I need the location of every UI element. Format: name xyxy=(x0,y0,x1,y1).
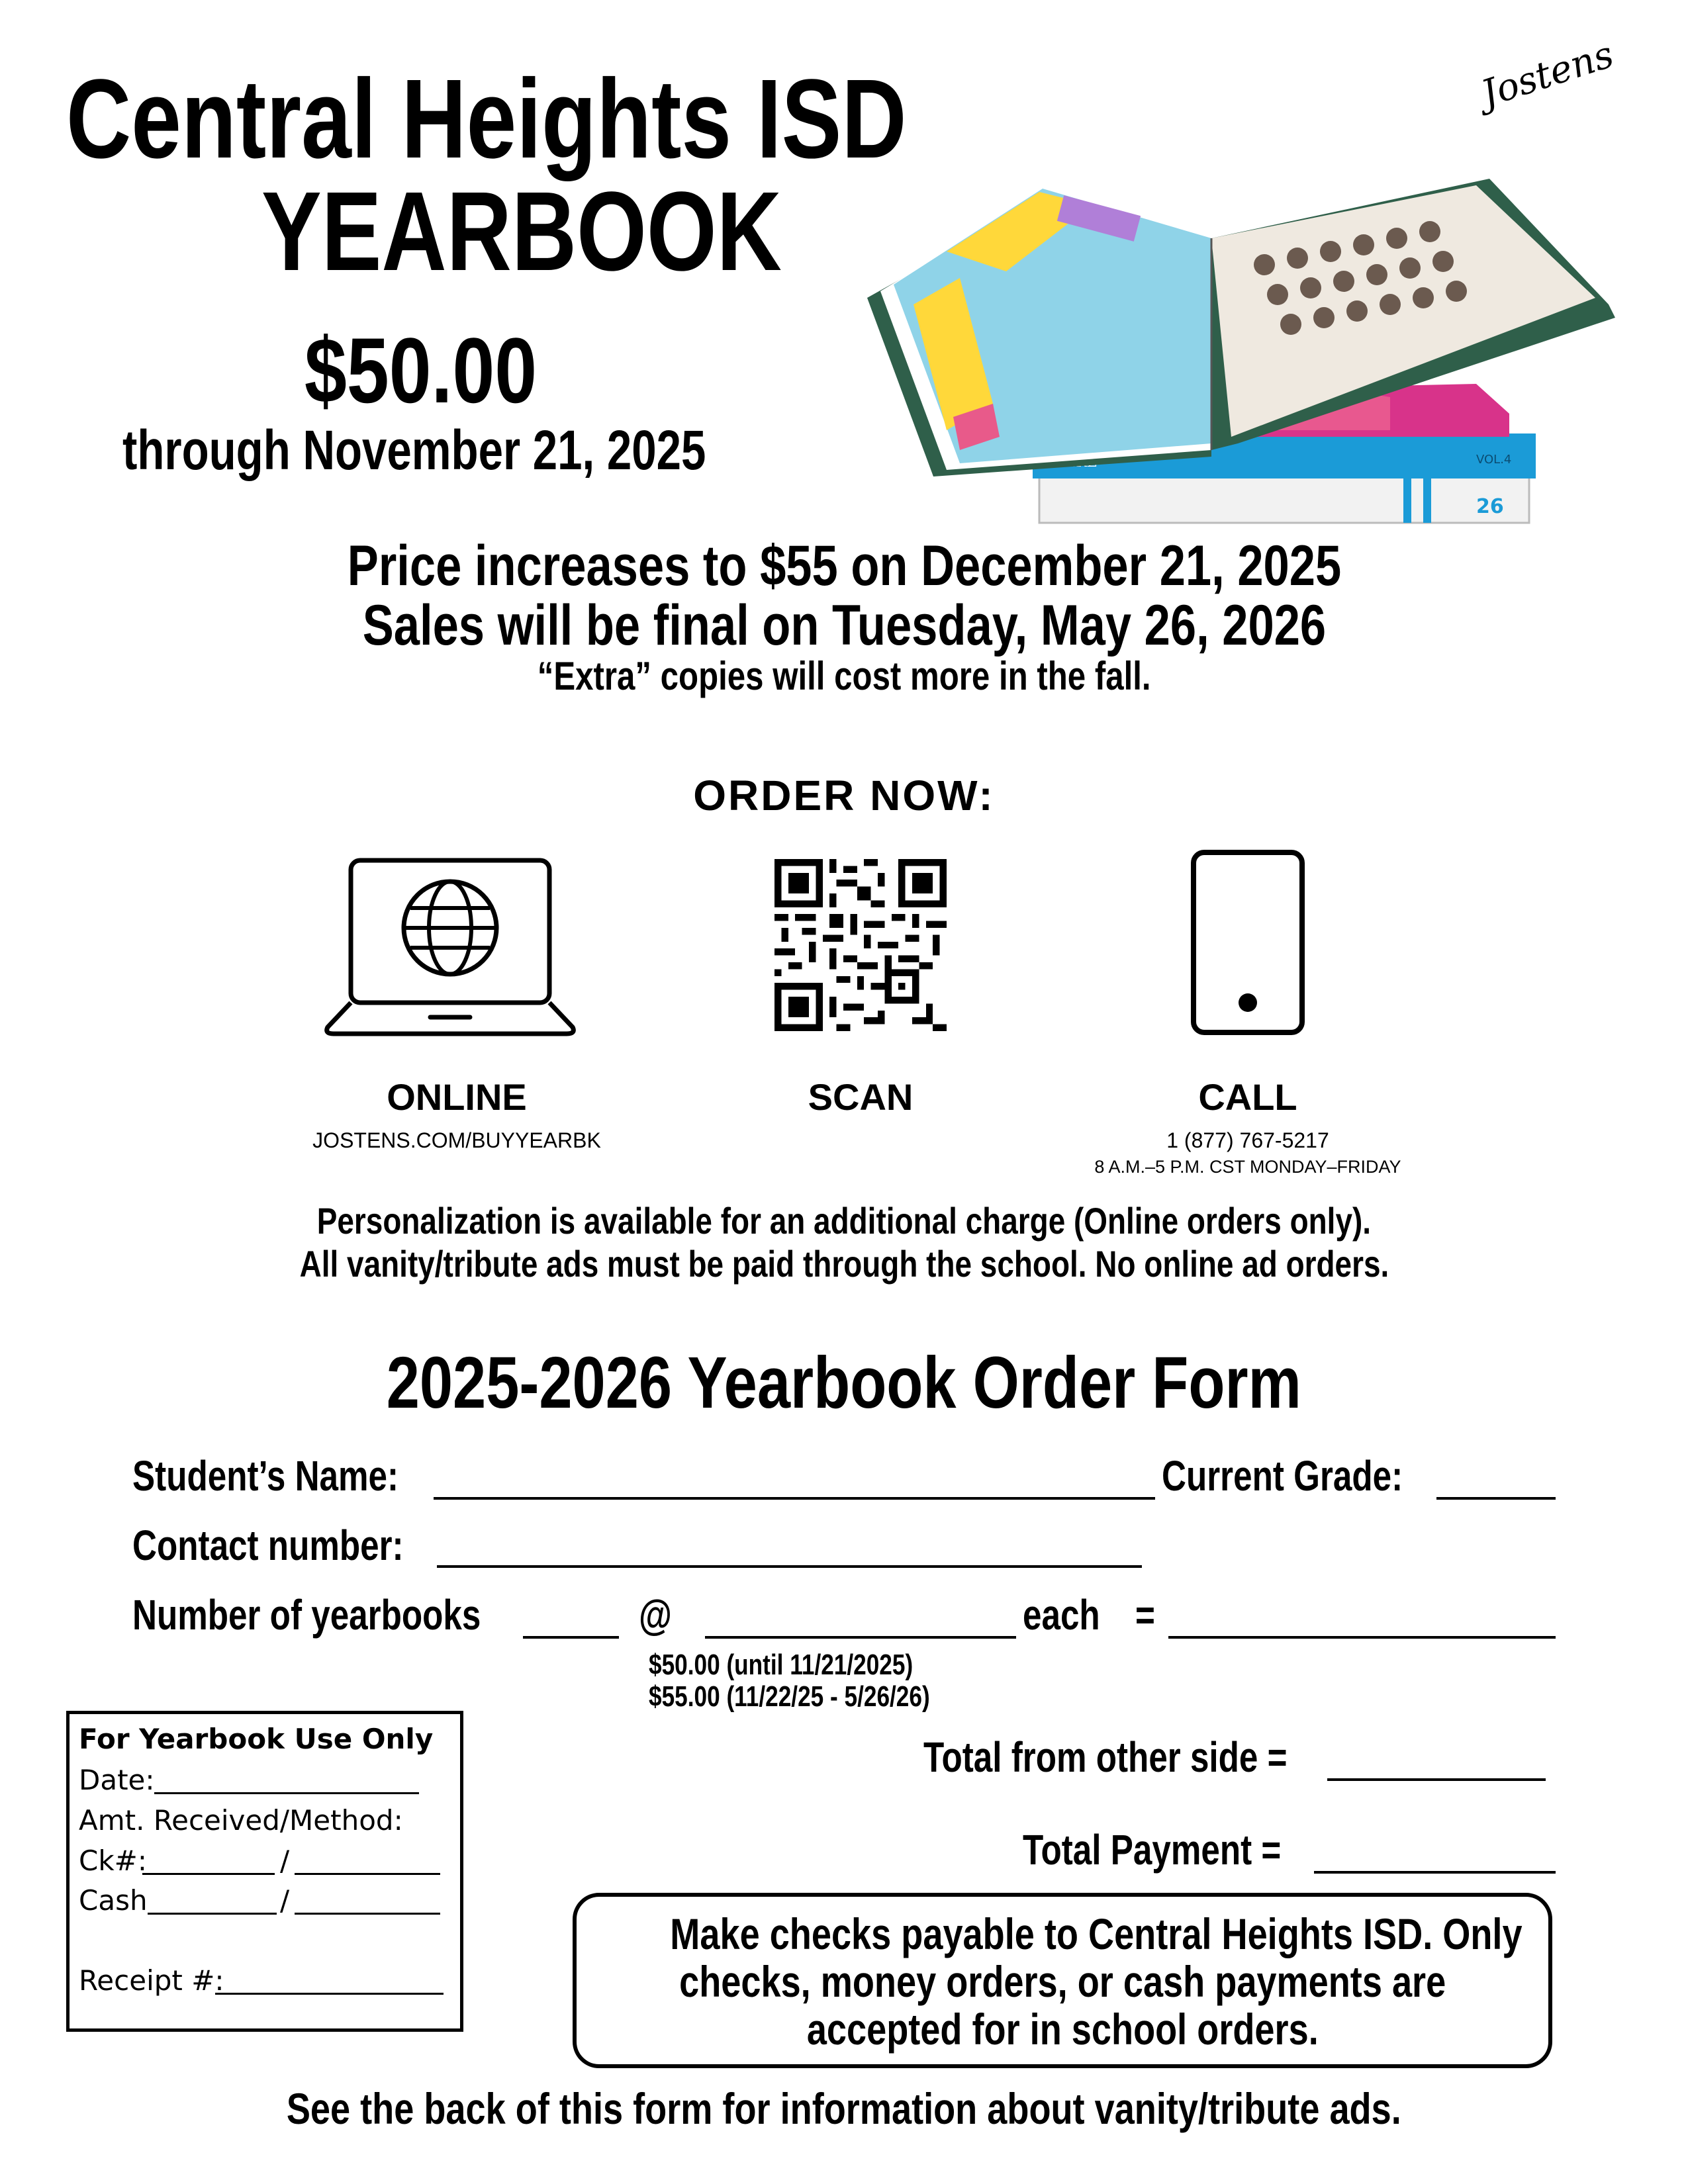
total-payment-label: Total Payment = xyxy=(1023,1826,1282,1874)
office-receipt-label: Receipt #: xyxy=(79,1964,224,1997)
each-label: each xyxy=(1023,1591,1100,1639)
phone-icon[interactable] xyxy=(1188,847,1307,1039)
price-increase-notice: Price increases to $55 on December 21, 2025 xyxy=(347,534,1341,598)
call-phone-number[interactable]: 1 (877) 767-5217 xyxy=(1166,1128,1329,1152)
contact-number-field[interactable] xyxy=(437,1565,1142,1568)
personalization-notice: Personalization is available for an additional charge (Online orders only). xyxy=(316,1200,1372,1242)
price-deadline: through November 21, 2025 xyxy=(122,419,706,481)
office-amount-label: Amt. Received/Method: xyxy=(79,1804,403,1837)
payment-note-line2: checks, money orders, or cash payments are xyxy=(679,1957,1446,2006)
total-payment-field[interactable] xyxy=(1314,1871,1556,1874)
yearbook-price: $50.00 xyxy=(305,318,538,422)
title-yearbook: YEARBOOK xyxy=(261,169,782,295)
price-each-field[interactable] xyxy=(705,1636,1016,1639)
office-use-title: For Yearbook Use Only xyxy=(79,1723,434,1755)
call-label: CALL xyxy=(1198,1076,1297,1118)
total-other-side-label: Total from other side = xyxy=(923,1733,1288,1781)
student-name-field[interactable] xyxy=(434,1497,1155,1500)
svg-text:26: 26 xyxy=(1476,495,1504,518)
current-grade-field[interactable] xyxy=(1436,1497,1556,1500)
office-cash-label: Cash xyxy=(79,1884,148,1917)
sales-final-notice: Sales will be final on Tuesday, May 26, 2026 xyxy=(362,594,1326,657)
extra-copies-notice: “Extra” copies will cost more in the fall. xyxy=(537,654,1151,698)
online-label: ONLINE xyxy=(387,1076,527,1118)
office-date-field[interactable] xyxy=(154,1792,419,1794)
total-other-side-field[interactable] xyxy=(1327,1778,1546,1781)
price-note-late: $55.00 (11/22/25 - 5/26/26) xyxy=(649,1680,930,1713)
qr-code-icon[interactable] xyxy=(774,859,947,1031)
contact-number-label: Contact number: xyxy=(132,1522,404,1569)
payment-instructions-box xyxy=(573,1893,1552,2068)
call-hours: 8 A.M.–5 P.M. CST MONDAY–FRIDAY xyxy=(1094,1157,1401,1177)
office-cash-amount-field[interactable] xyxy=(295,1913,440,1915)
online-url[interactable]: JOSTENS.COM/BUYYEARBK xyxy=(312,1128,601,1152)
office-check-slash: / xyxy=(280,1844,290,1877)
jostens-logo: Jostens xyxy=(1476,32,1619,116)
equals-sign: = xyxy=(1135,1591,1155,1639)
number-of-yearbooks-label: Number of yearbooks xyxy=(132,1591,481,1639)
order-now-heading: ORDER NOW: xyxy=(693,772,995,819)
svg-text:VOL.4: VOL.4 xyxy=(1476,453,1512,467)
scan-label: SCAN xyxy=(808,1076,914,1118)
student-name-label: Student’s Name: xyxy=(132,1452,399,1500)
number-of-yearbooks-field[interactable] xyxy=(523,1636,619,1639)
office-cash-field[interactable] xyxy=(148,1913,277,1915)
laptop-globe-icon[interactable] xyxy=(324,847,576,1039)
office-check-number-field[interactable] xyxy=(142,1873,275,1875)
title-school-name: Central Heights ISD xyxy=(66,56,907,182)
at-symbol: @ xyxy=(639,1591,672,1639)
payment-note-line1: Make checks payable to Central Heights ISD. Only xyxy=(670,1909,1523,1958)
vanity-ad-notice: All vanity/tribute ads must be paid through the school. No online ad orders. xyxy=(299,1243,1389,1285)
order-form-title: 2025-2026 Yearbook Order Form xyxy=(386,1342,1302,1424)
office-cash-slash: / xyxy=(280,1884,290,1917)
office-check-amount-field[interactable] xyxy=(295,1873,440,1875)
office-receipt-field[interactable] xyxy=(215,1993,444,1995)
office-use-box xyxy=(66,1711,463,2032)
payment-note-line3: accepted for in school orders. xyxy=(806,2005,1319,2054)
office-check-label: Ck#: xyxy=(79,1844,147,1877)
office-date-label: Date: xyxy=(79,1764,155,1796)
price-note-early: $50.00 (until 11/21/2025) xyxy=(649,1649,914,1681)
footer-note: See the back of this form for information about vanity/tribute ads. xyxy=(287,2084,1401,2133)
subtotal-field[interactable] xyxy=(1168,1636,1556,1639)
open-yearbook-stack-image xyxy=(841,165,1635,536)
current-grade-label: Current Grade: xyxy=(1162,1452,1403,1500)
